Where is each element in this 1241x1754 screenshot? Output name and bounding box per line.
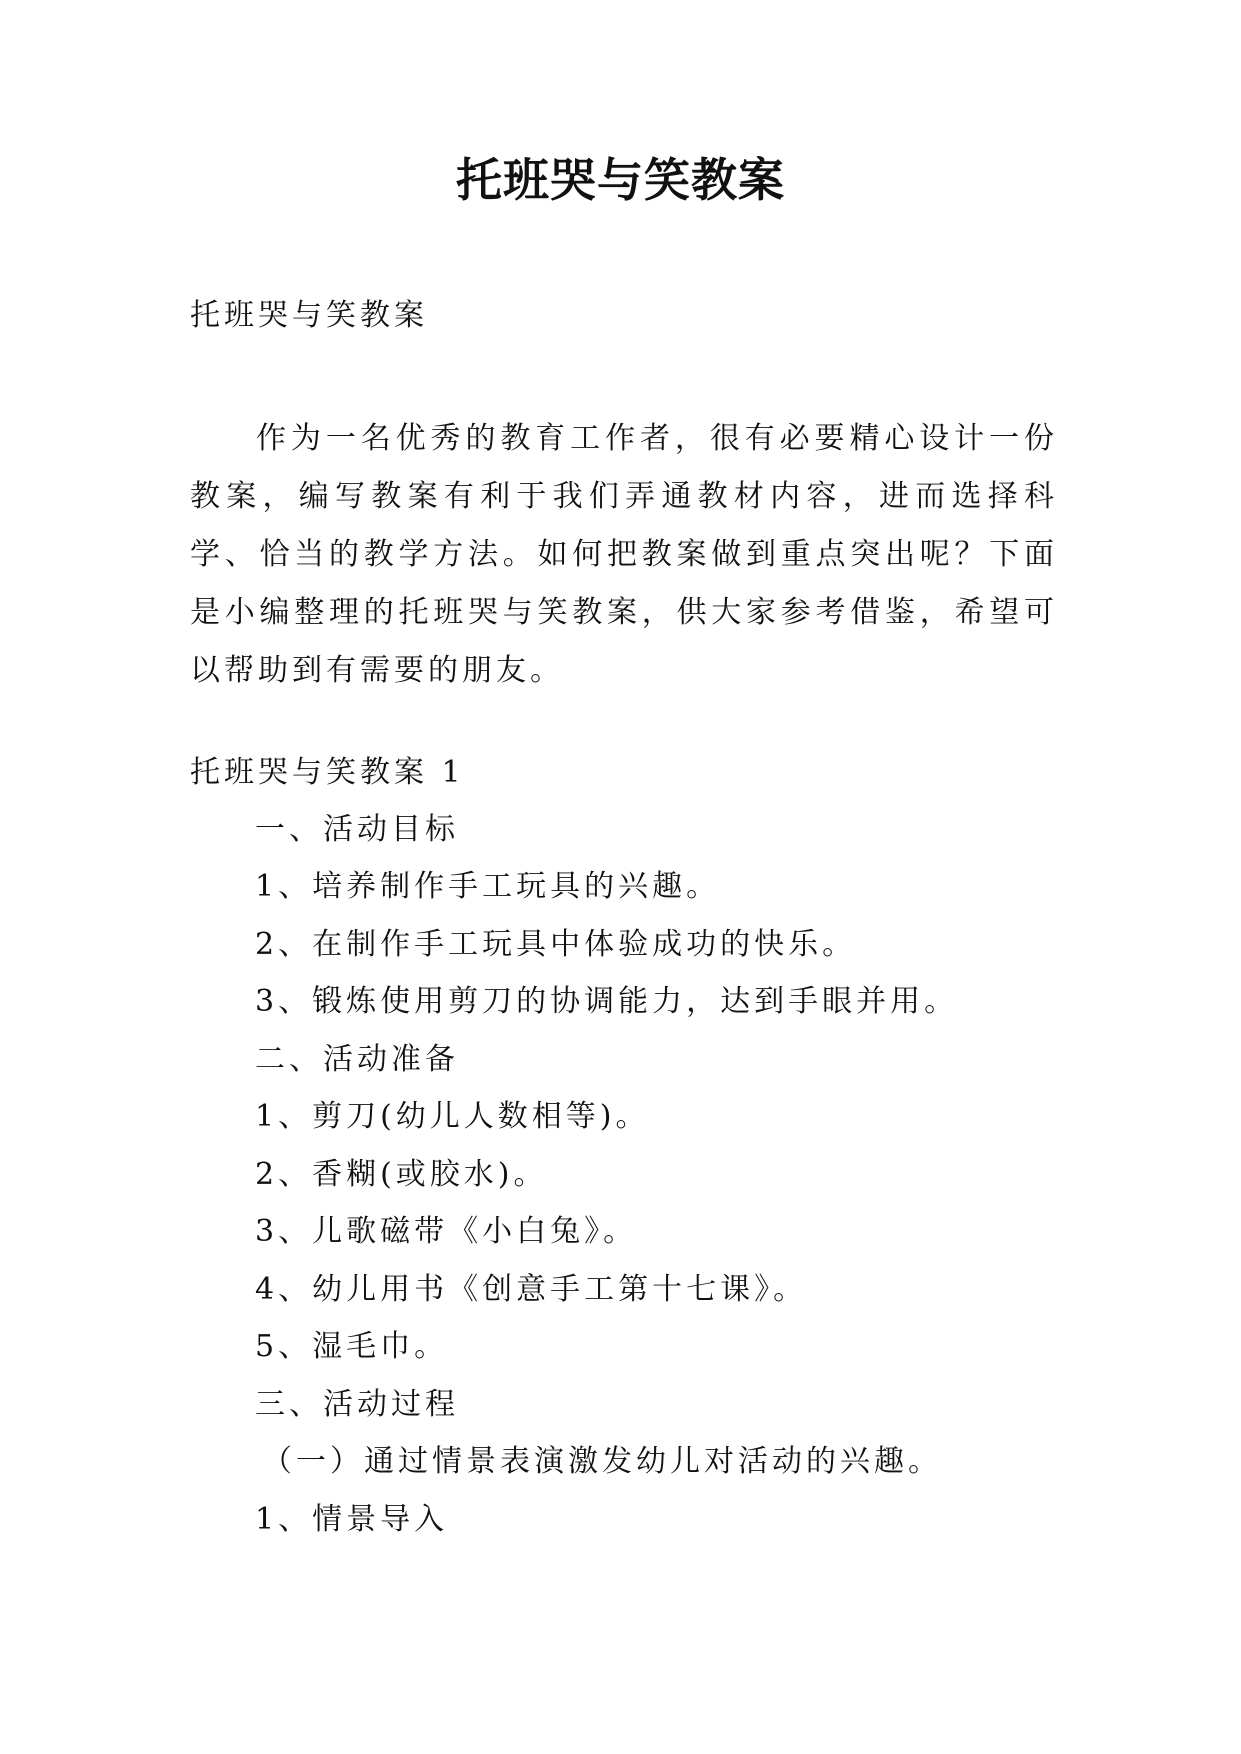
list-item: 4、幼儿用书《创意手工第十七课》。: [255, 1272, 808, 1307]
list-item: 2、在制作手工玩具中体验成功的快乐。: [255, 927, 857, 962]
list-item: 2、香糊(或胶水)。: [255, 1157, 548, 1192]
list-item: 1、剪刀(幼儿人数相等)。: [255, 1099, 650, 1134]
document-title: 托班哭与笑教案: [456, 153, 785, 207]
heading-activity-process: 三、活动过程: [255, 1387, 459, 1422]
intro-paragraph: 作为一名优秀的教育工作者，很有必要精心设计一份教案，编写教案有利于我们弄通教材内容，进而选择科学、恰当的教学方法。如何把教案做到重点突出呢？下面是小编整理的托班哭与笑教案，供大家参考借鉴，希望可以帮助到有需要的朋友。: [190, 421, 1058, 688]
heading-activity-preparation: 二、活动准备: [255, 1042, 459, 1077]
list-item: 5、湿毛巾。: [255, 1329, 449, 1364]
subheading: （一）通过情景表演激发幼儿对活动的兴趣。: [262, 1444, 942, 1479]
document-subtitle: 托班哭与笑教案: [190, 298, 428, 333]
list-item: 3、儿歌磁带《小白兔》。: [255, 1214, 638, 1249]
list-item: 1、情景导入: [255, 1502, 449, 1537]
section-heading: 托班哭与笑教案 1: [190, 755, 465, 790]
heading-activity-goals: 一、活动目标: [255, 812, 459, 847]
list-item: 3、锻炼使用剪刀的协调能力，达到手眼并用。: [255, 984, 959, 1019]
list-item: 1、培养制作手工玩具的兴趣。: [255, 869, 721, 904]
